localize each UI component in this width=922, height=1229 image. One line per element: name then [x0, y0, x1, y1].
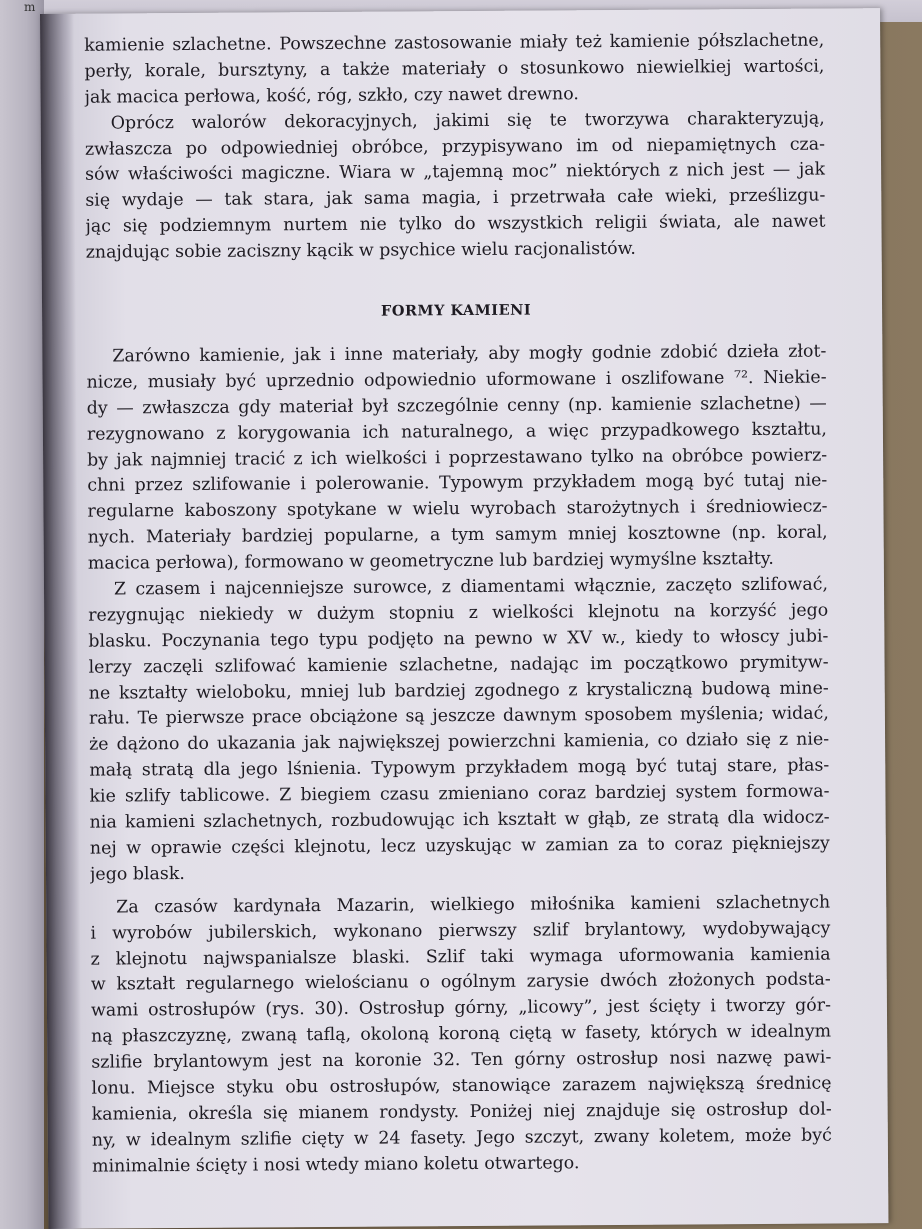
- text-line: rału. Te pierwsze prace obciążone są jeszcze dawnym sposobem myślenia; widać,: [88, 703, 829, 730]
- text-line: regularne kaboszony spotykane w wielu wyrobach starożytnych i średniowiecz-: [87, 496, 828, 523]
- text-line: jego blask.: [89, 863, 185, 885]
- text-line: nych. Materiały bardziej popularne, a tym samym mniej kosztowne (np. koral,: [87, 522, 828, 548]
- text-line: Zarówno kamienie, jak i inne materiały, aby mogły godnie zdobić dzieła złot-: [112, 341, 827, 367]
- text-line: zwłaszcza po odpowiedniej obróbce, przypisywano im od niepamiętnych cza-: [84, 134, 825, 160]
- text-line: w kształt regularnego wielościanu o ogólnym zarysie dwóch złożonych podsta-: [90, 969, 831, 996]
- text-line: jąc się podziemnym nurtem nie tylko do wszystkich religii świata, ale nawet: [85, 211, 826, 237]
- text-line: kie szlify tablicowe. Z biegiem czasu zmieniano coraz bardziej system formowa-: [89, 781, 830, 807]
- paragraph-5: [90, 890, 832, 1180]
- paragraph-1: [84, 29, 825, 112]
- text-line: ne kształty wieloboku, mniej lub bardziej zgodnego z krystaliczną budową mine-: [88, 678, 829, 704]
- text-line: wami ostrosłupów (rys. 30). Ostrosłup górny, „licowy”, jest ścięty i tworzy gór-: [90, 995, 832, 1021]
- page-header-mark: m: [24, 0, 36, 14]
- book-page: [40, 8, 888, 1229]
- text-line: Z czasem i najcenniejsze surowce, z diamentami włącznie, zaczęto szlifować,: [113, 574, 829, 600]
- text-line: kamienia, określa się mianem rondysty. Poniżej niej znajduje się ostrosłup dol-: [91, 1099, 832, 1125]
- text-line: ną płaszczyznę, zwaną taflą, okoloną koroną ciętą w fasety, których w idealnym: [91, 1021, 832, 1047]
- text-line: że dążono do ukazania jak największej powierzchni kamienia, co działo się z nie-: [89, 729, 830, 756]
- text-line: ny, w idealnym szlifie cięty w 24 fasety. Jego szczyt, zwany koletem, może być: [91, 1125, 832, 1151]
- text-line: macica perłowa), formowano w geometryczne lub bardziej wymyślne kształty.: [87, 549, 774, 574]
- text-line: szlifie brylantowym jest na koronie 32. Ten górny ostrosłup nosi nazwę pawi-: [91, 1047, 832, 1073]
- text-line: blasku. Poczynania tego typu podjęto na pewno w XV w., kiedy to włoscy jubi-: [88, 626, 829, 652]
- paragraph-3: [86, 340, 828, 578]
- text-line: jak macica perłowa, kość, róg, szkło, czy nawet drewno.: [84, 84, 579, 108]
- text-line: rezygnowano z korygowania ich naturalnego, a więc przypadkowego kształtu,: [86, 419, 827, 445]
- page-text: [84, 29, 832, 1181]
- text-line: małą stratą dla jego lśnienia. Typowym przykładem mogą być tutaj stare, płas-: [89, 755, 830, 781]
- text-line: nej w oprawie części klejnotu, lecz uzyskując w zamian za to coraz piękniejszy: [89, 833, 830, 859]
- text-line: rezygnując niekiedy w dużym stopniu z wielkości klejnotu na korzyść jego: [88, 600, 829, 626]
- paragraph-4: [88, 573, 830, 889]
- text-line: znajdując sobie zaciszny kącik w psychice wielu racjonalistów.: [85, 238, 636, 263]
- text-line: chni przez szlifowanie i polerowanie. Typowym przykładem mogą być tutaj nie-: [87, 470, 828, 497]
- text-line: i wyrobów jubilerskich, wykonano pierwszy szlif brylantowy, wydobywający: [90, 918, 831, 944]
- text-line: minimalnie ścięty i nosi wtedy miano koletu otwartego.: [91, 1152, 580, 1177]
- paragraph-2: [85, 106, 826, 267]
- text-line: perły, korale, bursztyny, a także materiały o stosunkowo niewielkiej wartości,: [84, 56, 825, 82]
- text-line: z klejnotu najwspanialsze blaski. Szlif taki wymaga uformowania kamienia: [90, 944, 831, 970]
- text-line: kamienie szlachetne. Powszechne zastosowanie miały też kamienie półszlachetne,: [84, 30, 825, 56]
- page-gutter-shadow: [40, 14, 82, 1229]
- section-heading: FORMY KAMIENI: [380, 301, 532, 320]
- text-line: lonu. Miejsce styku obu ostrosłupów, stanowiące zarazem największą średnicę: [91, 1073, 832, 1099]
- text-line: dy — zwłaszcza gdy materiał był szczególnie cenny (np. kamienie szlachetne) —: [86, 393, 827, 419]
- underlying-page-edge: [0, 0, 44, 1229]
- text-line: nia kamieni szlachetnych, rozbudowując ich kształt w głąb, ze stratą dla widocz-: [89, 807, 830, 833]
- text-line: Oprócz walorów dekoracyjnych, jakimi się te tworzywa charakteryzują,: [110, 108, 825, 134]
- text-line: się wydaje — tak stara, jak sama magia, i przetrwała całe wieki, prześlizgu-: [85, 185, 826, 212]
- text-line: nicze, musiały być uprzednio odpowiednio uformowane i oszlifowane ⁷². Niekie-: [86, 367, 827, 393]
- text-line: lerzy zaczęli szlifować kamienie szlachetne, nadając im początkowo prymityw-: [88, 652, 829, 678]
- text-line: by jak najmniej tracić z ich wielkości i poprzestawano tylko na obróbce powierz-: [87, 445, 828, 471]
- text-line: Za czasów kardynała Mazarin, wielkiego miłośnika kamieni szlachetnych: [116, 892, 831, 918]
- text-line: sów właściwości magiczne. Wiara w „tajemną moc” niektórych z nich jest — jak: [85, 159, 826, 186]
